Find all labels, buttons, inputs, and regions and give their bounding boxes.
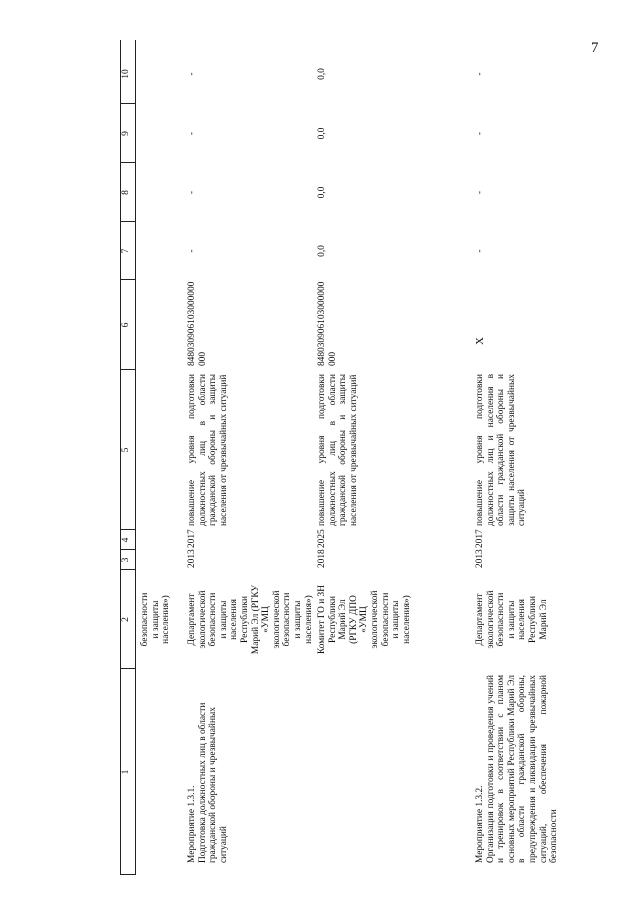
row2-budget-code: 848030906103000000 000 [317, 281, 338, 366]
row2-value-8: 0,0 [317, 186, 327, 199]
column-header-10: 10 [121, 69, 131, 79]
column-header-7: 7 [121, 248, 131, 254]
header-bottom-border [135, 40, 136, 875]
row1-start-year: 2013 [187, 549, 197, 568]
measure-1-3-1-description: Мероприятие 1.3.1. Подготовка должностных лиц в области гражданской обороны и чрезвычайных ситуаций [187, 702, 229, 863]
row2-end-year: 2025 [317, 529, 327, 548]
row2-value-10: 0,0 [317, 68, 327, 80]
row2-start-year: 2018 [317, 549, 327, 568]
row1-value-8: - [187, 190, 197, 195]
row3-expected-result: повышение уровня подготовки должностных лиц и населения в области гражданской обороны и защиты населения от чрезвычайных ситуаций [475, 374, 528, 526]
row2-value-7: 0,0 [317, 245, 327, 257]
row3-responsible: Департамент экологической безопасности и защиты населения Республики Марий Эл [475, 590, 549, 649]
column-header-3: 3 [121, 557, 131, 563]
column-header-4: 4 [121, 537, 131, 543]
row3-end-year: 2017 [475, 529, 485, 548]
column-header-8: 8 [121, 190, 131, 195]
row3-value-9: - [475, 131, 485, 136]
row2-value-9: 0,0 [317, 127, 327, 140]
column-header-2: 2 [121, 617, 131, 622]
row1-value-10: - [187, 72, 197, 76]
column-header-5: 5 [121, 447, 131, 453]
row2-expected-result: повышение уровня подготовки должностных лиц в области гражданской обороны и защиты населения от чрезвычайных ситуаций [317, 374, 359, 526]
row3-value-7: - [475, 249, 485, 253]
row3-start-year: 2013 [475, 549, 485, 568]
continued-responsible-text: безопасности и защиты населения») [140, 592, 172, 647]
page-number: 7 [591, 40, 599, 56]
row1-end-year: 2017 [187, 529, 197, 548]
row2-responsible: Комитет ГО и ЗН Республики Марий Эл (РГКУ ДПО «УМЦ экологической безопасности и защиты населения») [317, 584, 412, 655]
row1-value-7: - [187, 249, 197, 253]
row1-budget-code: 848030906103000000 000 [187, 281, 208, 366]
row1-expected-result: повышение уровня подготовки должностных лиц в области гражданской обороны и защиты населения от чрезвычайных ситуаций [187, 374, 229, 526]
column-header-9: 9 [121, 131, 131, 136]
row1-responsible: Департамент экологической безопасности и защиты населения Республики Марий Эл (РГКУ «УМЦ экологической безопасности и защиты населения») [187, 584, 314, 655]
rotated-table [100, 45, 600, 875]
column-header-6: 6 [121, 322, 131, 328]
row1-value-9: - [187, 131, 197, 136]
row3-value-10: - [475, 72, 485, 76]
column-header-1: 1 [121, 769, 131, 775]
row3-budget-code: X [474, 337, 486, 345]
row3-value-8: - [475, 190, 485, 195]
measure-1-3-2-description: Мероприятие 1.3.2. Организация подготовки и проведения учений и тренировок в соответствии с планом основных мероприятий Республики Марий Эл в области гражданской обороны, предупреждения и ликвидации чрезвычайных ситуаций, обеспечения пожарной безопасности [475, 675, 560, 863]
